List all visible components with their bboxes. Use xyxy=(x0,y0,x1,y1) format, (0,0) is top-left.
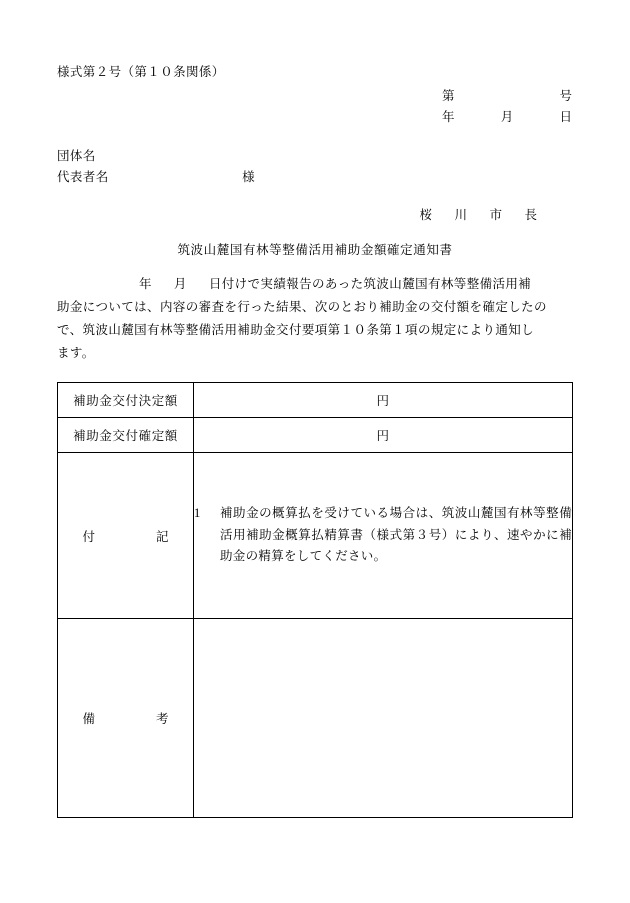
form-number: 様式第２号（第１０条関係） xyxy=(57,65,225,79)
note-label-spread xyxy=(83,527,169,545)
note-text: 補助金の概算払を受けている場合は、筑波山麓国有林等整備活用補助金概算払精算書（様式第３号）により、速やかに補助金の精算をしてください。 xyxy=(220,505,572,564)
remarks-label-1: 備 xyxy=(82,712,156,726)
row-label-note xyxy=(58,453,194,619)
table-row xyxy=(58,453,573,619)
document-number-label: 第 xyxy=(442,89,455,103)
date-year: 年 xyxy=(442,110,455,124)
representative-label: 代表者名 xyxy=(57,170,109,184)
remarks-label-2: 考 xyxy=(155,712,169,726)
date-month: 月 xyxy=(500,110,514,124)
table-row xyxy=(58,418,573,453)
organization-name-label: 団体名 xyxy=(57,149,96,163)
table-row xyxy=(58,619,573,818)
body-date-day-text: 日付けで実績報告のあった筑波山麓国有林等整備活用補 xyxy=(208,277,532,291)
table-row xyxy=(58,383,573,418)
body-date-month: 月 xyxy=(173,277,187,291)
body-line-4: ます。 xyxy=(57,346,95,361)
body-paragraph xyxy=(57,273,573,366)
row-label-remarks xyxy=(58,619,194,818)
row-label-confirmed-amount: 補助金交付確定額 xyxy=(58,418,194,453)
note-label-2: 記 xyxy=(155,529,169,544)
issuer-name: 桜 川 市 長 xyxy=(419,208,542,222)
document-title: 筑波山麓国有林等整備活用補助金額確定通知書 xyxy=(177,243,453,257)
body-date-year: 年 xyxy=(139,277,152,291)
date-day: 日 xyxy=(559,110,572,124)
row-value-note xyxy=(194,453,573,619)
honorific-label: 様 xyxy=(242,170,256,184)
body-line-2: 助金については、内容の審査を行った結果、次のとおり補助金の交付額を確定したの xyxy=(57,300,547,315)
document-number-suffix: 号 xyxy=(559,89,572,103)
representative-row xyxy=(57,167,255,185)
note-number: 1 xyxy=(194,505,201,520)
note-item xyxy=(194,503,572,569)
note-label-1: 付 xyxy=(82,529,156,544)
document-number-line xyxy=(442,86,572,104)
document-date-line xyxy=(442,107,572,125)
row-value-decision-amount: 円 xyxy=(194,383,573,418)
body-line-3: で、筑波山麓国有林等整備活用補助金交付要項第１０条第１項の規定により通知し xyxy=(57,323,535,338)
amounts-table xyxy=(57,382,573,818)
row-value-confirmed-amount: 円 xyxy=(194,418,573,453)
row-label-decision-amount: 補助金交付決定額 xyxy=(58,383,194,418)
remarks-label-spread xyxy=(83,709,169,727)
row-value-remarks xyxy=(194,619,573,818)
